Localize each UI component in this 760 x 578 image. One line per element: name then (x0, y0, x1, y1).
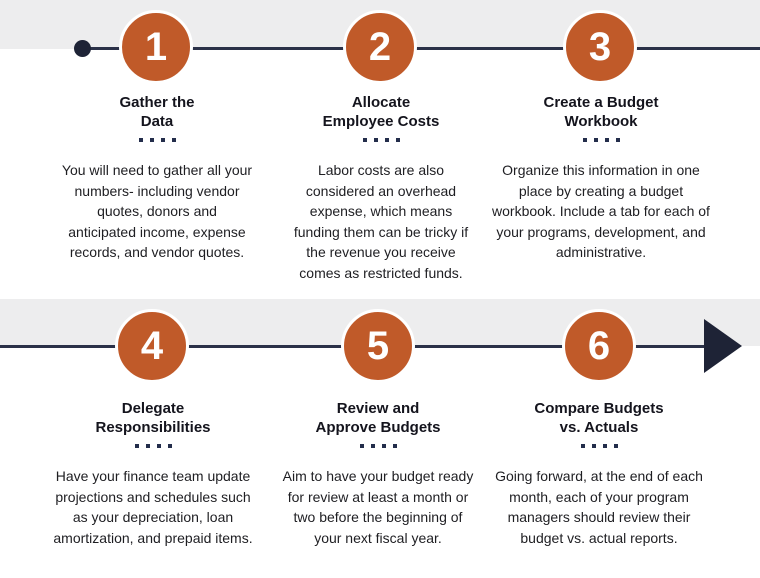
step-4-title (23, 399, 283, 437)
description-line: Labor costs are also (317, 162, 445, 178)
description-line: your programs, development, and (496, 223, 706, 240)
step-5-number-badge (341, 309, 415, 383)
step-4-number-badge (115, 309, 189, 383)
description-line: anticipated income, expense (68, 223, 246, 240)
step-number: 4 (140, 324, 164, 368)
description-line: Aim to have your budget ready (282, 468, 474, 484)
step-title-line: Delegate (121, 400, 185, 417)
step-title-line: vs. Actuals (559, 419, 639, 436)
step-title-line: Data (140, 113, 174, 130)
step-title-line: Approve Budgets (315, 419, 441, 436)
description-line: funding them can be tricky if (293, 223, 469, 240)
description-line: numbers- including vendor (74, 182, 240, 199)
step-1-title (27, 93, 287, 131)
step-3-number-badge (563, 10, 637, 84)
step-3-description (471, 160, 731, 263)
description-line: month, each of your program (509, 488, 689, 505)
description-line: expense, which means (309, 203, 453, 219)
step-1-content (27, 93, 287, 263)
step-number: 2 (368, 25, 392, 69)
separator-dots (23, 444, 283, 448)
description-line: quotes, donors and (97, 203, 217, 219)
description-line: Organize this information in one (502, 162, 700, 178)
step-title-line: Employee Costs (322, 113, 440, 130)
step-number: 3 (588, 25, 612, 69)
step-2-number-badge (343, 10, 417, 84)
step-6-description (469, 466, 729, 548)
step-3-title (471, 93, 731, 131)
description-line: for review at least a month or (287, 488, 469, 505)
description-line: two before the beginning of (293, 509, 463, 525)
step-title-line: Review and (336, 400, 420, 417)
step-number: 5 (366, 324, 390, 368)
description-line: place by creating a budget (518, 182, 684, 199)
step-title-line: Workbook (564, 113, 638, 130)
description-line: Going forward, at the end of each (495, 468, 703, 484)
description-line: the revenue you receive (306, 244, 456, 260)
description-line: budget vs. actual reports. (520, 529, 678, 546)
step-6-number-badge (562, 309, 636, 383)
step-4-description (23, 466, 283, 548)
step-6-content (469, 399, 729, 548)
description-line: projections and schedules such (55, 488, 251, 505)
step-4-content (23, 399, 283, 548)
step-title-line: Responsibilities (95, 419, 211, 436)
separator-dots (471, 138, 731, 142)
description-line: records, and vendor quotes. (69, 244, 245, 260)
step-number: 6 (587, 324, 611, 368)
step-title-line: Allocate (351, 94, 411, 111)
step-1-number-badge (119, 10, 193, 84)
description-line: your next fiscal year. (314, 529, 442, 546)
description-line: amortization, and prepaid items. (53, 529, 253, 546)
step-number: 1 (144, 25, 168, 69)
description-line: managers should review their (507, 509, 691, 525)
step-1-description (27, 160, 287, 263)
description-line: comes as restricted funds. (299, 264, 463, 281)
description-line: Have your finance team update (55, 468, 251, 484)
description-line: considered an overhead (305, 182, 457, 199)
timeline-end-arrow-icon (704, 319, 742, 373)
step-title-line: Compare Budgets (534, 400, 664, 417)
separator-dots (27, 138, 287, 142)
timeline-start-dot-icon (74, 40, 91, 57)
description-line: as your depreciation, loan (72, 509, 234, 525)
step-title-line: Create a Budget (543, 94, 659, 111)
step-title-line: Gather the (119, 94, 195, 111)
description-line: You will need to gather all your (61, 162, 253, 178)
description-line: administrative. (555, 244, 647, 260)
step-6-title (469, 399, 729, 437)
description-line: workbook. Include a tab for each of (492, 203, 710, 219)
step-3-content (471, 93, 731, 263)
separator-dots (469, 444, 729, 448)
